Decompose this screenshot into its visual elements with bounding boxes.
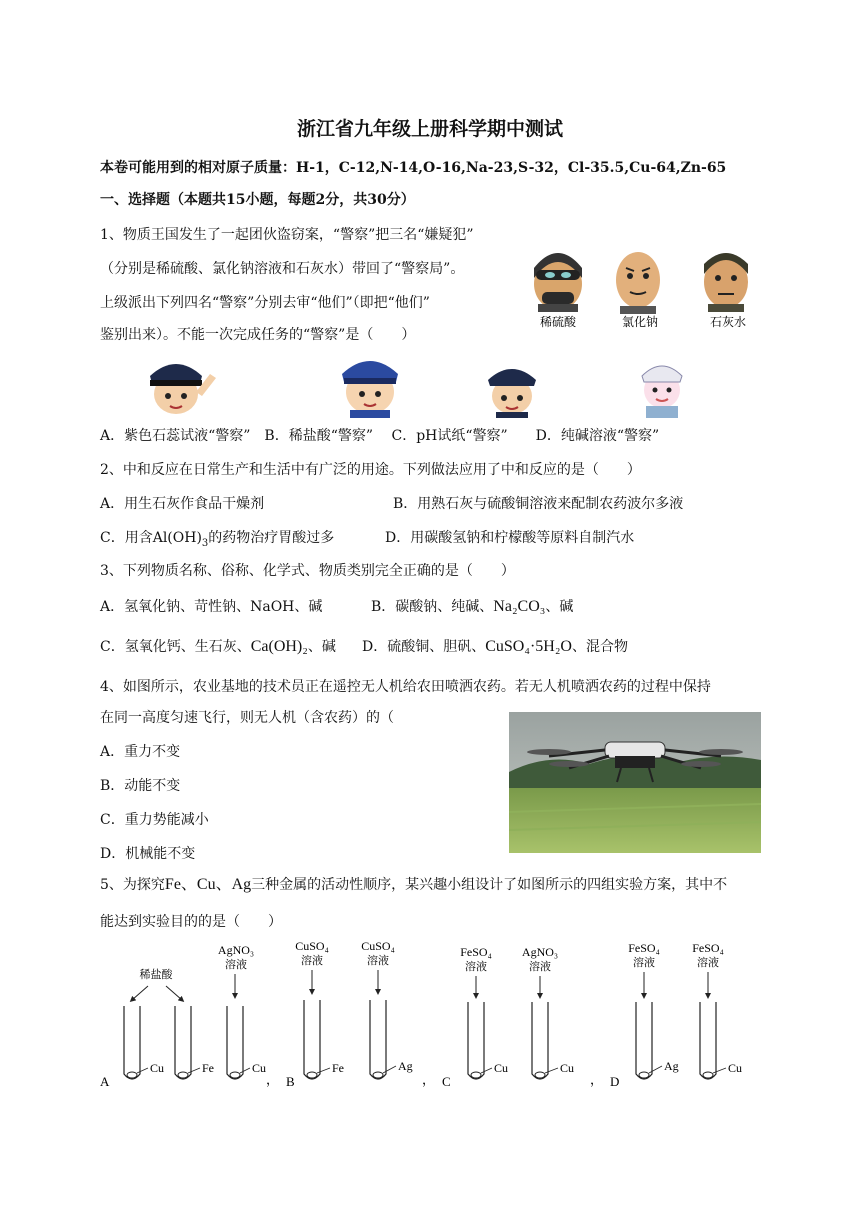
- police-illustration: [140, 352, 700, 418]
- tube-c1: [468, 1002, 484, 1079]
- q1-line-1: 1、物质王国发生了一起团伙盗窃案，“警察”把三名“嫌疑犯”: [100, 227, 474, 243]
- police-b-icon: [342, 361, 398, 418]
- suspect-limewater-icon: [704, 253, 748, 312]
- q3-option-d: D．硫酸铜、胆矾、CuSO₄·5H₂O、混合物: [362, 638, 628, 655]
- police-a-icon: [150, 364, 216, 414]
- q4-option-a: A．重力不变: [100, 744, 181, 760]
- tube-b1: [304, 1000, 320, 1079]
- q2-stem: 2、中和反应在日常生产和生活中有广泛的用途。下列做法应用了中和反应的是（ ）: [100, 462, 641, 478]
- q3-option-b: B．碳酸钠、纯碱、Na₂CO₃、碱: [371, 598, 574, 615]
- police-d-icon: [642, 366, 682, 418]
- metal-label: Cu: [494, 1061, 509, 1075]
- q2-option-d: D．用碳酸氢钠和柠檬酸等原料自制汽水: [385, 530, 635, 546]
- q4-option-d: D．机械能不变: [100, 846, 196, 862]
- suspect-label-2: 氯化钠: [621, 315, 659, 329]
- metal-label: Ag: [664, 1059, 679, 1073]
- q2-option-c: C．用含$Al(OH)_3$的药物治疗胃酸过多: [100, 530, 335, 549]
- reagent-solution-label: 溶液: [301, 954, 323, 967]
- reagent-agno3-label: AgNO₃: [521, 945, 559, 959]
- q5-line-2: 能达到实验目的的是（ ）: [100, 914, 282, 930]
- group-label-c: C: [442, 1074, 451, 1089]
- suspect-acid-icon: [534, 253, 582, 312]
- page-title: 浙江省九年级上册科学期中测试: [296, 118, 563, 140]
- reagent-solution-label: 溶液: [367, 954, 389, 967]
- q4-line-2: 在同一高度匀速飞行，则无人机（含农药）的（: [100, 710, 394, 726]
- metal-label: Fe: [202, 1061, 214, 1075]
- q2-option-b: B．用熟石灰与硫酸铜溶液来配制农药波尔多液: [393, 496, 684, 512]
- q4-option-b: B．动能不变: [100, 778, 181, 794]
- tube-a1: [124, 1006, 140, 1079]
- group-sep: ，: [422, 1072, 436, 1087]
- tube-b2: [370, 1000, 386, 1079]
- reagent-solution-label: 溶液: [465, 960, 487, 973]
- group-label-b: B: [286, 1074, 295, 1089]
- metal-label: Fe: [332, 1061, 344, 1075]
- q2-option-a: A．用生石灰作食品干燥剂: [100, 496, 265, 512]
- police-c-icon: [488, 369, 536, 418]
- reagent-feso4-label: FeSO₄: [628, 941, 660, 955]
- tube-d2: [700, 1002, 716, 1079]
- group-label-d: D: [610, 1074, 620, 1089]
- q3-option-a: A．氢氧化钠、苛性钠、NaOH、碱: [100, 599, 323, 615]
- reagent-cuso4-label: CuSO₄: [295, 939, 329, 953]
- reagent-hcl-label: 稀盐酸: [139, 968, 173, 981]
- q1-line-3: 上级派出下列四名“警察”分别去审“他们”（即把“他们”: [100, 295, 430, 311]
- test-tube-figure: [96, 936, 756, 1096]
- metal-label: Cu: [150, 1061, 165, 1075]
- tube-a2: [175, 1006, 191, 1079]
- atomic-mass-note: 本卷可能用到的相对原子质量：H-1，C-12,N-14,O-16,Na-23,S-32，Cl-35.5,Cu-64,Zn-65: [100, 160, 727, 176]
- reagent-agno3-label: AgNO₃: [217, 943, 255, 957]
- reagent-solution-label: 溶液: [633, 956, 655, 969]
- q3-stem: 3、下列物质名称、俗称、化学式、物质类别完全正确的是（ ）: [100, 563, 515, 579]
- suspect-salt-icon: [616, 252, 660, 314]
- group-sep: ，: [266, 1072, 280, 1087]
- metal-label: Ag: [398, 1059, 413, 1073]
- tube-d1: [636, 1002, 652, 1079]
- section-heading: 一、选择题（本题共15小题，每题2分，共30分）: [100, 192, 415, 208]
- metal-label: Cu: [728, 1061, 743, 1075]
- reagent-solution-label: 溶液: [697, 956, 719, 969]
- tube-a3: [227, 1006, 243, 1079]
- group-sep: ，: [590, 1072, 604, 1087]
- reagent-feso4-label: FeSO₄: [460, 945, 492, 959]
- q5-metals: Fe、Cu、Ag: [164, 876, 252, 893]
- reagent-cuso4-label: CuSO₄: [361, 939, 395, 953]
- reagent-solution-label: 溶液: [225, 958, 247, 971]
- q1-line-4: 鉴别出来）。不能一次完成任务的“警察”是（ ）: [100, 327, 416, 343]
- metal-label: Cu: [560, 1061, 575, 1075]
- reagent-feso4-label: FeSO₄: [692, 941, 724, 955]
- q4-line-1: 4、如图所示，农业基地的技术员正在遥控无人机给农田喷洒农药。若无人机喷洒农药的过程中保持: [100, 679, 711, 695]
- q4-option-c: C．重力势能减小: [100, 812, 209, 828]
- group-label-a: A: [100, 1074, 110, 1089]
- suspect-label-1: 稀硫酸: [539, 315, 577, 329]
- suspect-label-3: 石灰水: [709, 315, 747, 329]
- suspects-illustration: [528, 238, 768, 330]
- q5-line-1: 5、为探究Fe、Cu、Ag三种金属的活动性顺序，某兴趣小组设计了如图所示的四组实验方案，其中不: [100, 876, 728, 893]
- q1-options: A．紫色石蕊试液“警察” B．稀盐酸“警察” C．pH试纸“警察” D．纯碱溶液“警察”: [100, 428, 660, 444]
- reagent-solution-label: 溶液: [529, 960, 551, 973]
- metal-label: Cu: [252, 1061, 267, 1075]
- tube-c2: [532, 1002, 548, 1079]
- q1-line-2: （分别是稀硫酸、氯化钠溶液和石灰水）带回了“警察局”。: [100, 261, 465, 277]
- q3-option-c: C．氢氧化钙、生石灰、Ca(OH)₂、碱: [100, 638, 336, 655]
- drone-photo: [509, 712, 761, 853]
